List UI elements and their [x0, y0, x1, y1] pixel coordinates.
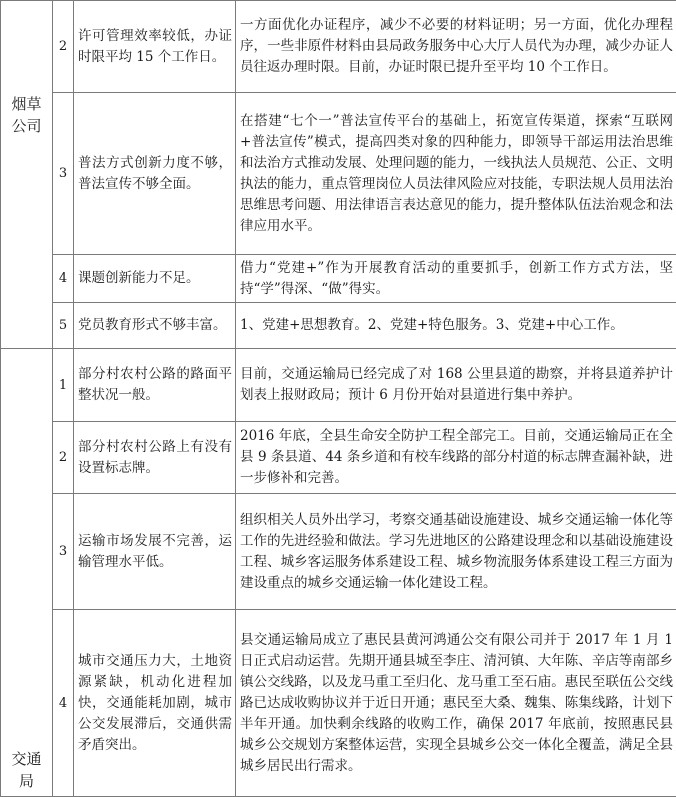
measure-text: 组织相关人员外出学习，考察交通基础设施建设、城乡交通运输一体化等工作的先进经验和做法。学习先进地区的公路建设理念和以基础设施建设工程、城乡客运服务体系建设工程、城乡物流服务体系建设工程三方面为建设重点的城乡交通运输一体化建设工程。 — [236, 494, 676, 610]
unit-cell-transport — [1, 349, 53, 797]
problem-text: 党员教育形式不够丰富。 — [74, 303, 236, 349]
measure-text: 在搭建“七个一”普法宣传平台的基础上，拓宽宣传渠道，探索“互联网+普法宣传”模式，提高四类对象的四种能力，即领导干部运用法治思维和法治方式推动发展、处理问题的能力，一线执法人员规范、公正、文明执法的能力，重点管理岗位人员法律风险应对技能，专职法规人员用法治思维思考问题、用法律语言表达意见的能力，提升整体队伍法治观念和法律应用水平。 — [236, 93, 676, 255]
row-number: 5 — [53, 303, 74, 349]
unit-name: 烟草 公司 — [1, 93, 52, 137]
row-number: 1 — [53, 349, 74, 422]
problem-text: 运输市场发展不完善，运输管理水平低。 — [74, 494, 236, 610]
problem-text: 许可管理效率较低，办证时限平均 15 个工作日。 — [74, 1, 236, 93]
problem-text: 普法方式创新力度不够，普法宣传不够全面。 — [74, 93, 236, 255]
table-row — [1, 255, 676, 303]
measure-text: 借力“党建+”作为开展教育活动的重要抓手，创新工作方式方法，坚持“学”得深、“做”得实。 — [236, 255, 676, 303]
problem-text: 部分村农村公路上有没有设置标志牌。 — [74, 422, 236, 494]
row-number: 4 — [53, 255, 74, 303]
measure-text: 目前，交通运输局已经完成了对 168 公里县道的勘察，并将县道养护计划表上报财政局；预计 6 月份开始对县道进行集中养护。 — [236, 349, 676, 422]
measure-text: 一方面优化办证程序，减少不必要的材料证明；另一方面，优化办理程序，一些非原件材料由县局政务服务中心大厅人员代为办理，减少办证人员往返办理时限。目前，办证时限已提升至平均 10 个工作日。 — [236, 1, 676, 93]
problem-text: 城市交通压力大，土地资源紧缺，机动化进程加快，交通能耗加剧，城市公交发展滞后，交通供需矛盾突出。 — [74, 610, 236, 797]
table-row — [1, 422, 676, 494]
table-row — [1, 494, 676, 610]
table-row — [1, 93, 676, 255]
table-row — [1, 303, 676, 349]
table-row — [1, 349, 676, 422]
unit-name: 交通 局 — [1, 748, 52, 792]
measure-text: 县交通运输局成立了惠民县黄河鸿通公交有限公司并于 2017 年 1 月 1 日正式启动运营。先期开通县城至李庄、清河镇、大年陈、辛店等南部乡镇公交线路，以及龙马重工至归化、龙马重工至石庙。惠民至联伍公交线路已达成收购协议并于近日开通；惠民至大桑、魏集、陈集线路，计划下半年开通。加快剩余线路的收购工作，确保 2017 年底前，按照惠民县城乡公交规划方案整体运营，实现全县城乡公交一体化全覆盖，满足全县城乡居民出行需求。 — [236, 610, 676, 797]
row-number: 3 — [53, 494, 74, 610]
table-row — [1, 1, 676, 93]
table-row — [1, 610, 676, 797]
row-number: 2 — [53, 1, 74, 93]
problem-text: 课题创新能力不足。 — [74, 255, 236, 303]
measure-text: 1、党建+思想教育。2、党建+特色服务。3、党建+中心工作。 — [236, 303, 676, 349]
problem-text: 部分村农村公路的路面平整状况一般。 — [74, 349, 236, 422]
row-number: 2 — [53, 422, 74, 494]
row-number: 4 — [53, 610, 74, 797]
unit-cell-tobacco — [1, 1, 53, 349]
row-number: 3 — [53, 93, 74, 255]
measure-text: 2016 年底，全县生命安全防护工程全部完工。目前，交通运输局正在全县 9 条县道、44 条乡道和有校车线路的部分村道的标志牌查漏补缺，进一步修补和完善。 — [236, 422, 676, 494]
